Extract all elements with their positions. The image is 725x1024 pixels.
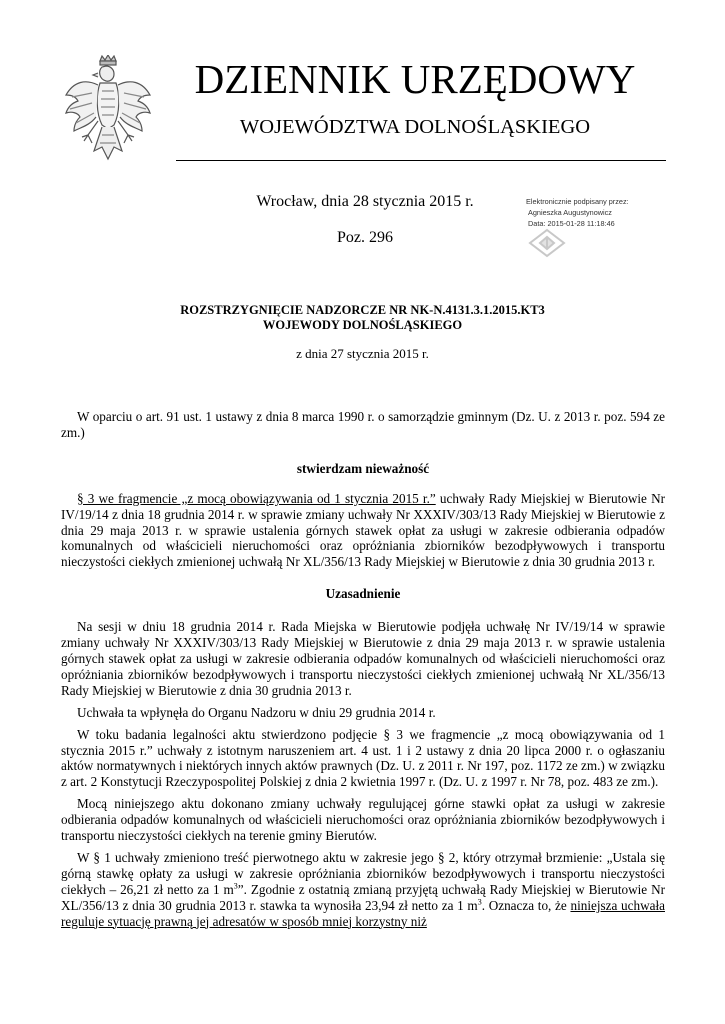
journal-subtitle: WOJEWÓDZTWA DOLNOŚLĄSKIEGO bbox=[239, 116, 591, 138]
justification-paragraph-1: Na sesji w dniu 18 grudnia 2014 r. Rada Miejska w Bierutowie podjęła uchwałę Nr IV/19/14 w sprawie zmiany uchwały Nr XXXIV/303/13 Rady Miejskiej w Bierutowie z dnia 29 maja 2013 r. w sprawie ustalenia górnych stawek opłat za usługi w zakresie odbierania odpadów komunalnych od właścicieli nieruchomości oraz opróżniania zbiorników bezodpływowych i transportu nieczystości ciekłych zmienionej uchwałą Nr XL/356/13 Rady Miejskiej w Bierutowie z dnia 30 grudnia 2013 r. bbox=[61, 619, 665, 698]
document-title bbox=[60, 303, 665, 333]
document-title-line2: WOJEWODY DOLNOŚLĄSKIEGO bbox=[262, 318, 463, 332]
justification-paragraph-3: W toku badania legalności aktu stwierdzono podjęcie § 3 we fragmencie „z mocą obowiązywania od 1 stycznia 2015 r.” uchwały z istotnym naruszeniem art. 4 ust. 1 i 2 ustawy z dnia 20 lipca 2000 r. o ogłaszaniu aktów normatywnych i niektórych innych aktów prawnych (Dz. U. z 2011 r. Nr 197, poz. 1172 ze zm.) w związku z art. 2 Konstytucji Rzeczypospolitej Polskiej z dnia 2 kwietnia 1997 r. (Dz. U. z 1997 r. Nr 78, poz. 483 ze zm.). bbox=[61, 726, 665, 790]
decision-underlined-text: § 3 we fragmencie „z mocą obowiązywania od 1 stycznia 2015 r.” bbox=[77, 490, 436, 506]
decision-rest-text: uchwały Rady Miejskiej w Bierutowie Nr IV/19/14 z dnia 18 grudnia 2014 r. w sprawie zmiany uchwały Nr XXXIV/303/13 Rady Miejskiej w Bierutowie z dnia 29 maja 2013 r. w sprawie ustalenia górnych stawek opłat za usługi w zakresie odbierania odpadów komunalnych od właścicieli nieruchomości oraz opróżniania zbiorników bezodpływowych i transportu nieczystości ciekłych zmienionej uchwałą Nr XL/356/13 Rady Miejskiej w Bierutowie z dnia 30 grudnia 2013 r. bbox=[61, 490, 665, 570]
p5-text-b: ”. Zgodnie z ostatnią zmianą przyjętą uchwałą Rady Miejskiej w Bierutowie Nr XL/356/13 z dnia 30 grudnia 2013 r. stawka ta wynosiła 23,94 zł netto za 1 m bbox=[61, 881, 665, 913]
publication-place-date: Wrocław, dnia 28 stycznia 2015 r. bbox=[256, 193, 474, 210]
signature-signer: Agnieszka Augustynowicz bbox=[528, 208, 612, 217]
document-body bbox=[61, 409, 665, 929]
p5-superscript-1: 3 bbox=[233, 881, 238, 891]
decision-heading: stwierdzam nieważność bbox=[296, 460, 430, 476]
document-date: z dnia 27 stycznia 2015 r. bbox=[296, 346, 429, 361]
signature-stamp-icon bbox=[528, 228, 566, 258]
journal-title: DZIENNIK URZĘDOWY bbox=[194, 56, 636, 102]
signature-label: Elektronicznie podpisany przez: bbox=[526, 197, 629, 206]
justification-heading: Uzasadnienie bbox=[325, 586, 401, 602]
p5-text-a: W § 1 uchwały zmieniono treść pierwotnego aktu w zakresie jego § 2, który otrzymał brzmienie: „Ustala się górną stawkę opłaty za usługi w zakresie opróżniania zbiorników bezodpływowych i transportu nieczystości ciekłych – 26,21 zł netto za 1 m bbox=[61, 849, 665, 897]
decision-paragraph bbox=[61, 491, 665, 571]
eagle-emblem-icon bbox=[62, 55, 154, 165]
signature-date: Data: 2015-01-28 11:18:46 bbox=[528, 219, 615, 228]
document-title-line1: ROZSTRZYGNIĘCIE NADZORCZE NR NK-N.4131.3.1.2015.KT3 bbox=[180, 303, 545, 317]
electronic-signature bbox=[526, 196, 686, 229]
justification-paragraph-4: Mocą niniejszego aktu dokonano zmiany uchwały regulującej górne stawki opłat za usługi w zakresie odbierania odpadów komunalnych od właścicieli nieruchomości oraz opróżniania zbiorników bezodpływowych i transportu nieczystości ciekłych na terenie gminy Bierutów. bbox=[61, 796, 665, 844]
p5-superscript-2: 3 bbox=[477, 897, 482, 907]
header-divider bbox=[176, 160, 666, 161]
justification-paragraph-5 bbox=[61, 850, 665, 930]
p5-underlined-text: niniejsza uchwała reguluje sytuację prawną jej adresatów w sposób mniej korzystny niż bbox=[61, 897, 665, 929]
p5-text-c: . Oznacza to, że bbox=[481, 897, 571, 913]
legal-basis-paragraph: W oparciu o art. 91 ust. 1 ustawy z dnia 8 marca 1990 r. o samorządzie gminnym (Dz. U. z 2013 r. poz. 594 ze zm.) bbox=[61, 409, 665, 440]
position-number: Poz. 296 bbox=[337, 229, 393, 246]
justification-paragraph-2: Uchwała ta wpłynęła do Organu Nadzoru w dniu 29 grudnia 2014 r. bbox=[77, 704, 436, 720]
